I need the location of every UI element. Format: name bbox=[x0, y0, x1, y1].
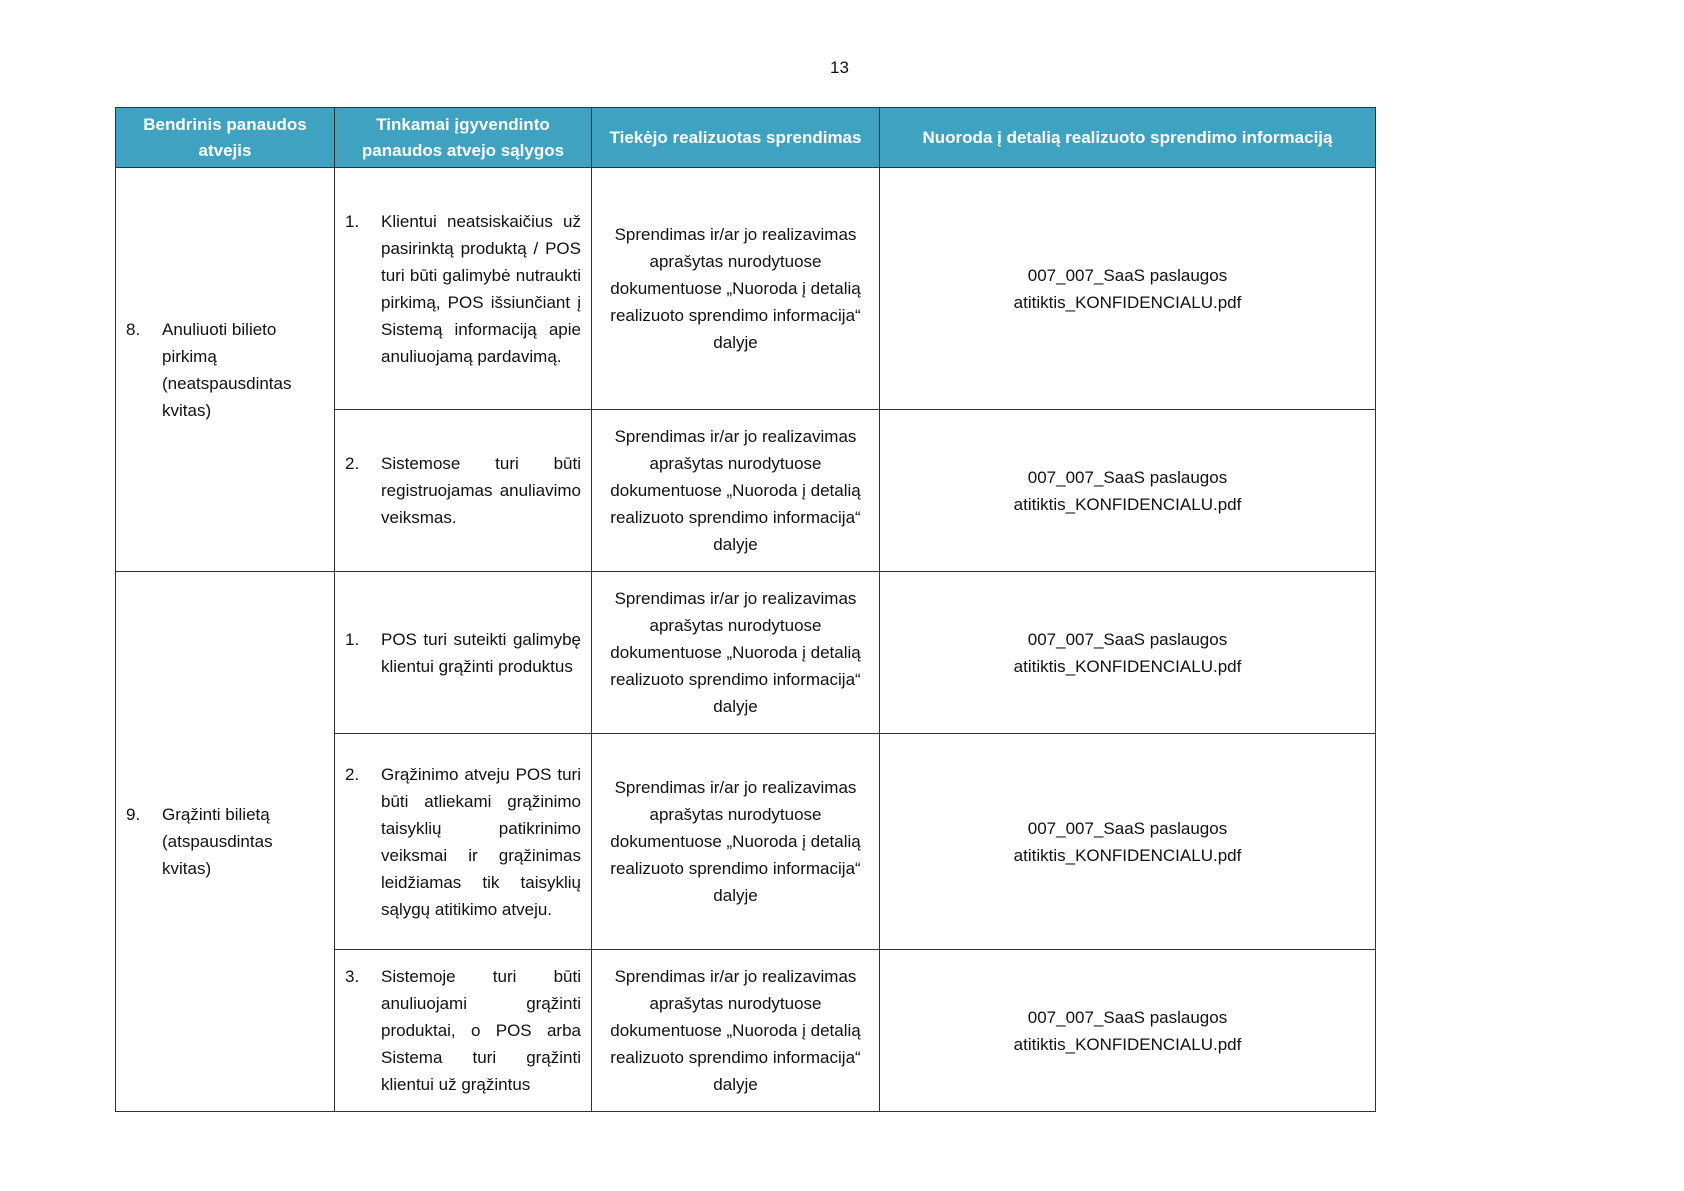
link-cell bbox=[880, 410, 1376, 572]
use-case-cell bbox=[116, 572, 335, 1112]
use-case-title: Grąžinti bilietą (atspausdintas kvitas) bbox=[162, 805, 273, 878]
solution-cell: Sprendimas ir/ar jo realizavimas aprašytas nurodytuose dokumentuose „Nuoroda į detalią realizuoto sprendimo informacija“ dalyje bbox=[592, 168, 880, 410]
header-solution: Tiekėjo realizuotas sprendimas bbox=[592, 108, 880, 168]
header-link: Nuoroda į detalią realizuoto sprendimo informaciją bbox=[880, 108, 1376, 168]
solution-cell: Sprendimas ir/ar jo realizavimas aprašytas nurodytuose dokumentuose „Nuoroda į detalią realizuoto sprendimo informacija“ dalyje bbox=[592, 572, 880, 734]
condition-number: 1. bbox=[345, 629, 360, 649]
use-case-number: 9. bbox=[126, 805, 141, 824]
use-case-table bbox=[115, 107, 1376, 1112]
condition-cell bbox=[335, 168, 592, 410]
document-link-text: 007_007_SaaS paslaugos atitiktis_KONFIDENCIALU.pdf bbox=[1013, 467, 1242, 514]
use-case-title: Anuliuoti bilieto pirkimą (neatspausdintas kvitas) bbox=[162, 319, 292, 420]
condition-cell bbox=[335, 572, 592, 734]
document-link-text: 007_007_SaaS paslaugos atitiktis_KONFIDENCIALU.pdf bbox=[1013, 1007, 1242, 1054]
condition-cell bbox=[335, 410, 592, 572]
condition-number: 3. bbox=[345, 967, 360, 986]
document-link-text: 007_007_SaaS paslaugos atitiktis_KONFIDENCIALU.pdf bbox=[1013, 629, 1242, 676]
condition-text: Sistemoje turi būti anuliuojami grąžinti produktai, o POS arba Sistema turi grąžinti klientui už grąžintus bbox=[381, 967, 581, 1094]
table-row bbox=[116, 572, 1376, 734]
solution-cell: Sprendimas ir/ar jo realizavimas aprašytas nurodytuose dokumentuose „Nuoroda į detalią realizuoto sprendimo informacija“ dalyje bbox=[592, 734, 880, 950]
condition-cell bbox=[335, 950, 592, 1112]
table-row bbox=[116, 168, 1376, 410]
condition-text: Klientui neatsiskaičius už pasirinktą produktą / POS turi būti galimybė nutraukti pirkimą, POS išsiunčiant į Sistemą informaciją apie anuliuojamą pardavimą. bbox=[381, 211, 581, 366]
header-use-case: Bendrinis panaudos atvejis bbox=[116, 108, 335, 168]
link-cell bbox=[880, 950, 1376, 1112]
document-link-text: 007_007_SaaS paslaugos atitiktis_KONFIDENCIALU.pdf bbox=[1013, 265, 1242, 312]
condition-number: 2. bbox=[345, 454, 360, 473]
header-conditions: Tinkamai įgyvendinto panaudos atvejo sąlygos bbox=[335, 108, 592, 168]
condition-number: 1. bbox=[345, 211, 360, 231]
solution-cell: Sprendimas ir/ar jo realizavimas aprašytas nurodytuose dokumentuose „Nuoroda į detalią realizuoto sprendimo informacija“ dalyje bbox=[592, 410, 880, 572]
page-number: 13 bbox=[830, 58, 849, 77]
condition-cell bbox=[335, 734, 592, 950]
condition-text: POS turi suteikti galimybę klientui grąžinti produktus bbox=[381, 629, 581, 676]
link-cell bbox=[880, 572, 1376, 734]
document-link-text: 007_007_SaaS paslaugos atitiktis_KONFIDENCIALU.pdf bbox=[1013, 818, 1242, 865]
condition-text: Sistemose turi būti registruojamas anuliavimo veiksmas. bbox=[381, 454, 581, 527]
solution-cell: Sprendimas ir/ar jo realizavimas aprašytas nurodytuose dokumentuose „Nuoroda į detalią realizuoto sprendimo informacija“ dalyje bbox=[592, 950, 880, 1112]
table-header-row bbox=[116, 108, 1376, 168]
use-case-number: 8. bbox=[126, 319, 141, 339]
condition-text: Grąžinimo atveju POS turi būti atliekami grąžinimo taisyklių patikrinimo veiksmai ir grąžinimas leidžiamas tik taisyklių sąlygų atitikimo atveju. bbox=[381, 764, 581, 919]
link-cell bbox=[880, 168, 1376, 410]
condition-number: 2. bbox=[345, 764, 360, 784]
link-cell bbox=[880, 734, 1376, 950]
use-case-cell bbox=[116, 168, 335, 572]
